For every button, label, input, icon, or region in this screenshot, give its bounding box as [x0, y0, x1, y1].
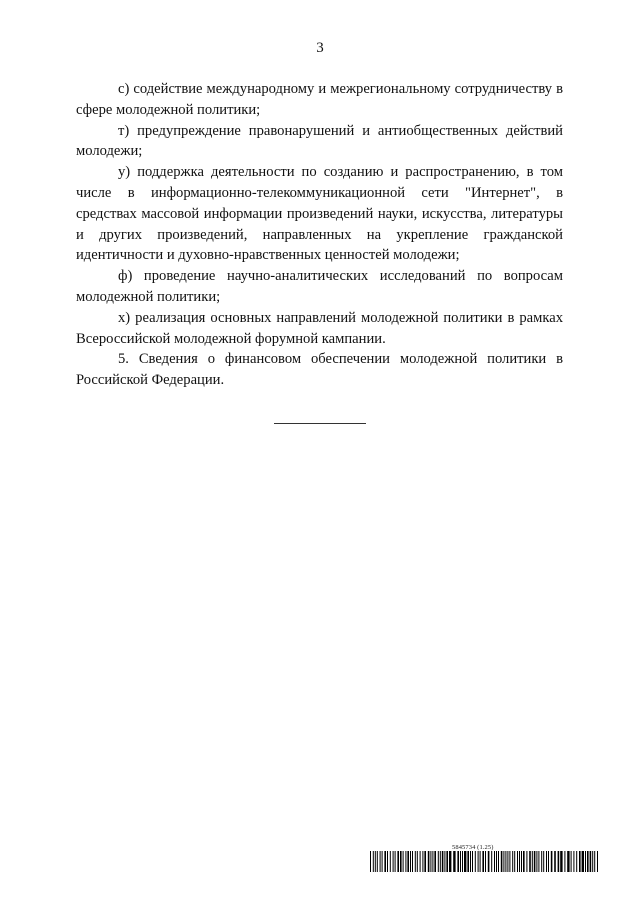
barcode-bar: [415, 851, 416, 872]
barcode-bar: [444, 851, 445, 872]
barcode-bar: [587, 851, 589, 872]
barcode-bar: [446, 851, 448, 872]
barcode-bar: [534, 851, 536, 872]
barcode-bar: [422, 851, 423, 872]
barcode-bar: [538, 851, 539, 872]
barcode-bar: [523, 851, 525, 872]
barcode-bar: [541, 851, 542, 872]
barcode-bar: [532, 851, 533, 872]
barcode-bar: [509, 851, 510, 872]
barcode-bar: [420, 851, 421, 872]
barcode-bar: [543, 851, 544, 872]
barcode-bar: [442, 851, 444, 872]
barcode-bar: [453, 851, 455, 872]
barcode-bar: [373, 851, 374, 872]
barcode-bar: [410, 851, 411, 872]
barcode-bar: [597, 851, 598, 872]
barcode-bar: [380, 851, 381, 872]
barcode-bar: [370, 851, 371, 872]
barcode: [370, 851, 600, 872]
barcode-bar: [590, 851, 592, 872]
barcode-bar: [579, 851, 581, 872]
barcode-bar: [592, 851, 593, 872]
list-item-s: с) содействие международному и межрегиональному сотрудничеству в сфере молодежной политики;: [76, 81, 563, 118]
barcode-bar: [478, 851, 479, 872]
barcode-bar: [438, 851, 439, 872]
barcode-bar: [554, 851, 556, 872]
barcode-bar: [567, 851, 569, 872]
barcode-bar: [503, 851, 504, 872]
barcode-bar: [464, 851, 466, 872]
barcode-bar: [382, 851, 383, 872]
barcode-bar: [512, 851, 513, 872]
barcode-bar: [467, 851, 469, 872]
barcode-bar: [462, 851, 463, 872]
barcode-bar: [449, 851, 451, 872]
barcode-bar: [582, 851, 584, 872]
barcode-bar: [412, 851, 413, 872]
barcode-bar: [485, 851, 486, 872]
barcode-bar: [488, 851, 490, 872]
barcode-bar: [558, 851, 560, 872]
barcode-bar: [571, 851, 572, 872]
barcode-bar: [496, 851, 497, 872]
barcode-bar: [491, 851, 492, 872]
list-item-u: у) поддержка деятельности по созданию и распространению, в том числе в информационно-телекоммуникационной сети "Интернет", в средствах массовой информации произведений науки, искусства, литературы и других произведений, направленных на укрепление гражданской идентичности и духовно-нравственных ценностей молодежи;: [76, 164, 563, 264]
barcode-bar: [440, 851, 441, 872]
barcode-bar: [417, 851, 418, 872]
barcode-bar: [470, 851, 471, 872]
barcode-bar: [517, 851, 518, 872]
barcode-bar: [377, 851, 378, 872]
barcode-bar: [548, 851, 549, 872]
barcode-bar: [397, 851, 399, 872]
end-divider: [274, 423, 366, 424]
barcode-bar: [560, 851, 562, 872]
barcode-bar: [594, 851, 595, 872]
barcode-bar: [514, 851, 515, 872]
barcode-bar: [494, 851, 495, 872]
list-item-t: т) предупреждение правонарушений и антиобщественных действий молодежи;: [76, 122, 563, 160]
page-number: 3: [316, 40, 324, 56]
barcode-bar: [573, 851, 574, 872]
barcode-bar: [546, 851, 547, 872]
barcode-bar: [521, 851, 522, 872]
barcode-bar: [400, 851, 402, 872]
barcode-bar: [585, 851, 586, 872]
barcode-bar: [395, 851, 396, 872]
barcode-bar: [424, 851, 426, 872]
barcode-bar: [405, 851, 406, 872]
barcode-bar: [536, 851, 537, 872]
barcode-bar: [407, 851, 409, 872]
barcode-bar: [551, 851, 553, 872]
barcode-bar: [519, 851, 520, 872]
barcode-bar: [475, 851, 476, 872]
section-item-5: 5. Сведения о финансовом обеспечении молодежной политики в Российской Федерации.: [76, 351, 563, 389]
barcode-bar: [460, 851, 461, 872]
document-body: [76, 79, 563, 391]
barcode-bar: [457, 851, 459, 872]
barcode-bar: [480, 851, 481, 872]
barcode-bar: [390, 851, 391, 872]
barcode-bar: [384, 851, 386, 872]
barcode-bar: [428, 851, 430, 872]
document-code: 5845734 (1.25): [452, 844, 494, 851]
barcode-bar: [434, 851, 436, 872]
barcode-bar: [576, 851, 577, 872]
barcode-bar: [498, 851, 499, 872]
barcode-bar: [393, 851, 394, 872]
barcode-bar: [482, 851, 484, 872]
barcode-bar: [501, 851, 503, 872]
barcode-bar: [472, 851, 473, 872]
barcode-bar: [529, 851, 531, 872]
barcode-bar: [375, 851, 376, 872]
list-item-f: ф) проведение научно-аналитических исследований по вопросам молодежной политики;: [76, 268, 563, 305]
list-item-kh: х) реализация основных направлений молодежной политики в рамках Всероссийской молодежной форумной кампании.: [76, 309, 563, 347]
barcode-bar: [526, 851, 527, 872]
barcode-bar: [432, 851, 433, 872]
barcode-bar: [430, 851, 431, 872]
barcode-bar: [387, 851, 388, 872]
barcode-bar: [505, 851, 506, 872]
barcode-bar: [507, 851, 508, 872]
barcode-bar: [403, 851, 404, 872]
barcode-bar: [564, 851, 565, 872]
